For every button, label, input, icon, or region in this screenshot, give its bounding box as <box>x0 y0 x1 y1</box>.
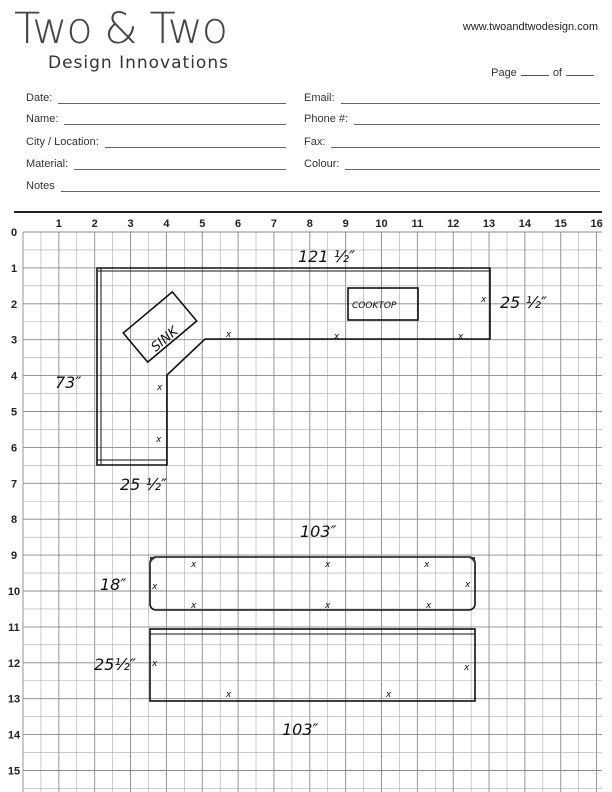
dimension-island-length: 103″ <box>300 522 337 541</box>
x-mark: x <box>424 560 430 570</box>
dimension-counter-depth: 25½″ <box>94 655 136 674</box>
row-label: 1 <box>10 262 18 275</box>
x-mark: x <box>458 332 464 342</box>
dimension-counter-length: 103″ <box>282 720 319 739</box>
column-label: 15 <box>554 218 567 230</box>
colour-label: Colour: <box>304 158 340 170</box>
x-mark: x <box>481 295 487 305</box>
dimension-right-depth: 25 ½″ <box>500 293 547 312</box>
column-label: 5 <box>199 218 206 230</box>
city-label: City / Location: <box>26 136 99 148</box>
column-label: 9 <box>342 218 349 230</box>
counter-outline <box>150 629 475 701</box>
column-label: 11 <box>411 218 424 230</box>
x-mark: x <box>386 690 392 700</box>
column-label: 7 <box>270 218 278 230</box>
x-mark: x <box>152 582 158 592</box>
row-label: 2 <box>10 298 18 311</box>
column-label: 16 <box>590 218 603 230</box>
dimension-top-length: 121 ½″ <box>298 247 356 266</box>
row-label: 10 <box>7 586 21 598</box>
phone-label: Phone #: <box>304 113 349 125</box>
email-label: Email: <box>304 92 335 104</box>
date-label: Date: <box>26 92 53 104</box>
row-label: 7 <box>10 478 18 491</box>
island-corner-right <box>465 557 475 567</box>
row-label: 0 <box>10 227 18 239</box>
x-mark: x <box>156 435 162 445</box>
x-mark: x <box>325 601 331 611</box>
row-label: 11 <box>8 621 20 634</box>
column-label: 12 <box>447 218 460 230</box>
page-label: Page <box>491 67 517 79</box>
website-link[interactable]: www.twoandtwodesign.com <box>462 21 598 33</box>
notes-label: Notes <box>26 180 55 192</box>
row-label: 14 <box>7 729 21 742</box>
x-mark: x <box>226 330 232 340</box>
x-mark: x <box>464 663 470 673</box>
x-mark: x <box>426 601 432 611</box>
dimension-island-depth: 18″ <box>100 575 127 594</box>
column-label: 14 <box>518 218 532 230</box>
row-label: 13 <box>7 693 21 706</box>
of-label: of <box>552 67 562 79</box>
x-mark: x <box>226 690 232 700</box>
column-label: 2 <box>91 218 98 230</box>
x-mark: x <box>465 580 471 590</box>
logo-title: Two & Two <box>14 4 228 54</box>
column-label: 4 <box>163 218 170 230</box>
x-mark: x <box>334 332 340 342</box>
column-label: 8 <box>306 218 313 230</box>
x-mark: x <box>191 560 197 570</box>
row-label: 15 <box>7 765 21 778</box>
row-label: 3 <box>10 334 18 347</box>
column-label: 6 <box>235 218 242 230</box>
fax-label: Fax: <box>304 136 326 148</box>
logo-subtitle: Design Innovations <box>48 53 229 73</box>
row-label: 8 <box>10 514 18 527</box>
material-label: Material: <box>26 158 69 170</box>
x-mark: x <box>152 659 158 669</box>
column-label: 10 <box>375 218 388 230</box>
island-corner-left <box>150 557 160 567</box>
row-label: 5 <box>10 406 18 419</box>
x-mark: x <box>325 560 331 570</box>
column-label: 13 <box>482 218 496 230</box>
dimension-bottom-depth: 25 ½″ <box>120 475 167 494</box>
sink-label: SINK <box>148 324 182 356</box>
row-label: 4 <box>10 370 18 383</box>
cooktop-label: COOKTOP <box>352 301 397 311</box>
x-mark: x <box>191 601 197 611</box>
column-label: 3 <box>127 218 134 230</box>
row-label: 6 <box>10 442 18 455</box>
row-label: 12 <box>7 657 21 670</box>
name-label: Name: <box>26 113 59 125</box>
column-label: 1 <box>55 218 62 230</box>
dimension-left-length: 73″ <box>55 373 82 392</box>
row-label: 9 <box>10 550 18 563</box>
x-mark: x <box>157 383 163 393</box>
